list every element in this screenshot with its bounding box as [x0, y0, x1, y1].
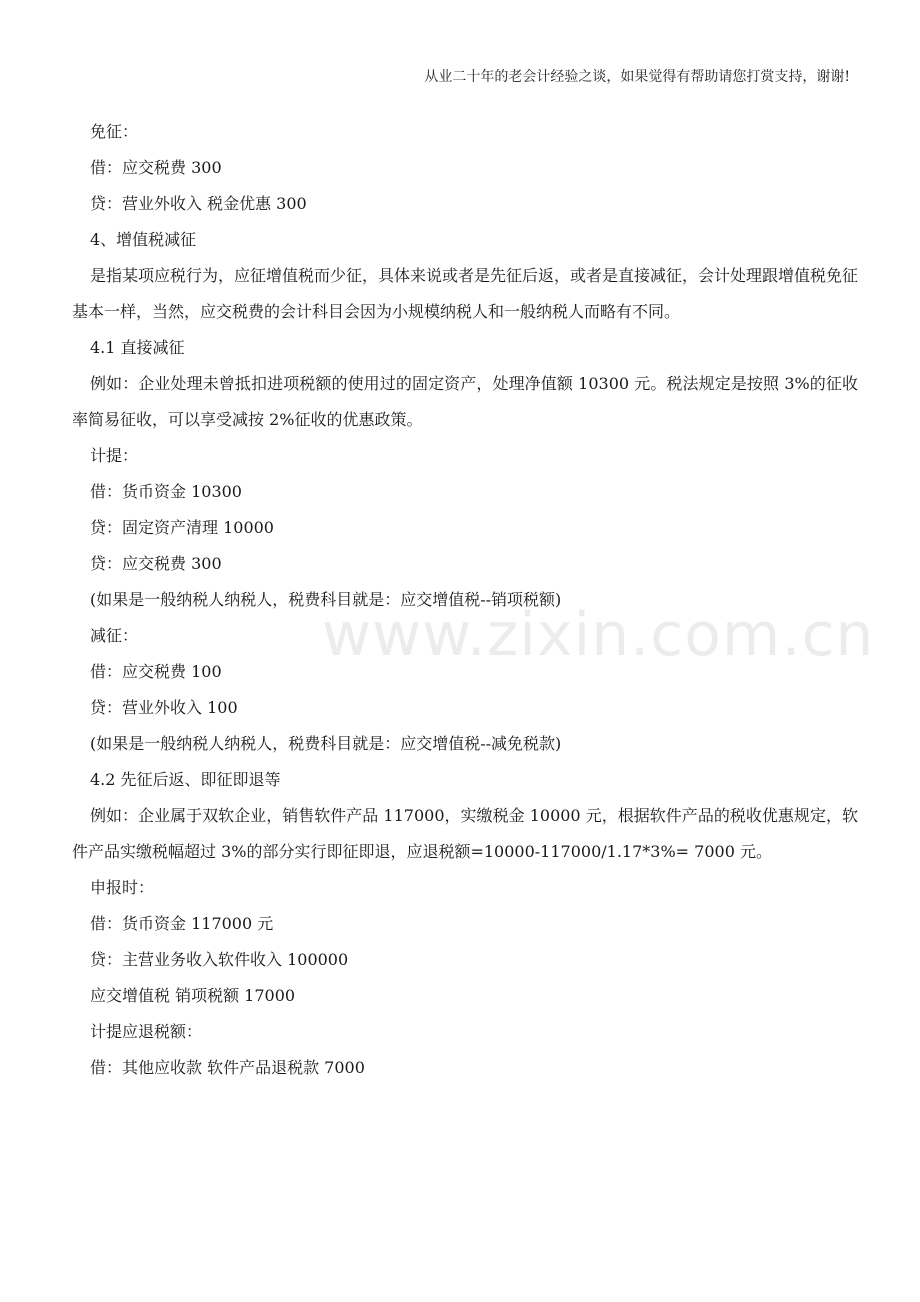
text-line: 减征：: [90, 626, 139, 645]
paragraph: 例如：企业属于双软企业，销售软件产品 117000，实缴税金 10000 元，根据软件产品的税收优惠规定，软件产品实缴税幅超过 3%的部分实行即征即退，应退税额=10000-117000/1.17*3%= 7000 元。: [72, 806, 858, 861]
text-line: 贷：应交税费 300: [90, 554, 222, 573]
text-line: 借：应交税费 100: [90, 662, 222, 681]
text-line: 借：应交税费 300: [90, 158, 222, 177]
text-line: 贷：主营业务收入软件收入 100000: [90, 950, 349, 969]
section-heading: 4、增值税减征: [90, 230, 197, 249]
subsection-heading: 4.2 先征后返、即征即退等: [90, 770, 281, 789]
document-body: [72, 114, 858, 1086]
page-header-note: 从业二十年的老会计经验之谈，如果觉得有帮助请您打赏支持，谢谢!: [424, 69, 850, 85]
subsection-heading: 4.1 直接减征: [90, 338, 185, 357]
text-line: 计提：: [90, 446, 139, 465]
text-line: 贷：营业外收入 税金优惠 300: [90, 194, 307, 213]
watermark: www.zixin.com.cn: [322, 600, 875, 670]
paragraph: 例如：企业处理未曾抵扣进项税额的使用过的固定资产，处理净值额 10300 元。税法规定是按照 3%的征收率简易征收，可以享受减按 2%征收的优惠政策。: [72, 374, 858, 429]
text-line: 借：货币资金 117000 元: [90, 914, 274, 933]
text-line: 免征：: [90, 122, 139, 141]
text-line: 申报时：: [90, 878, 155, 897]
text-line: 贷：固定资产清理 10000: [90, 518, 274, 537]
text-line: 计提应退税额：: [90, 1022, 203, 1041]
text-line: 借：其他应收款 软件产品退税款 7000: [90, 1058, 365, 1077]
note-line: (如果是一般纳税人纳税人，税费科目就是：应交增值税--销项税额): [90, 590, 562, 609]
text-line: 贷：营业外收入 100: [90, 698, 238, 717]
paragraph: 是指某项应税行为，应征增值税而少征，具体来说或者是先征后返，或者是直接减征，会计处理跟增值税免征基本一样，当然，应交税费的会计科目会因为小规模纳税人和一般纳税人而略有不同。: [72, 266, 859, 321]
text-line: 借：货币资金 10300: [90, 482, 242, 501]
note-line: (如果是一般纳税人纳税人，税费科目就是：应交增值税--减免税款): [90, 734, 562, 753]
text-line: 应交增值税 销项税额 17000: [90, 986, 296, 1005]
